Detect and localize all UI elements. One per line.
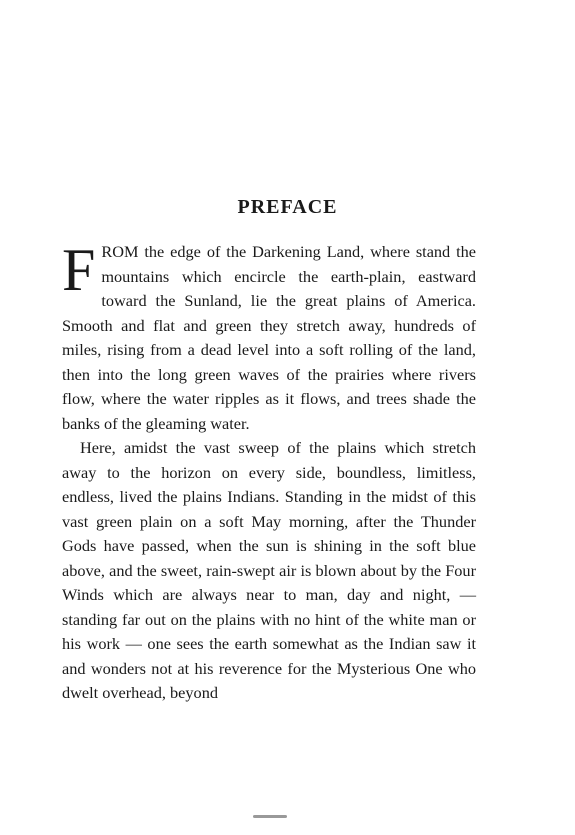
- paragraph-2: Here, amidst the vast sweep of the plains which stretch away to the horizon on every side, boundless, limitless, endless, lived the plains Indians. Standing in the midst of this vast green plain on a soft May morning, after the Thunder Gods have passed, when the sun is shining in the soft blue above, and the sweet, rain-swept air is blown about by the Four Winds which are always near to man, day and night, — standing far out on the plains with no hint of the white man or his work — one sees the earth somewhat as the Indian saw it and wonders not at his reverence for the Mysterious One who dwelt overhead, beyond: [62, 438, 476, 702]
- paragraph-1-text: ROM the edge of the Darkening Land, where stand the mountains which encircle the earth-plain, eastward toward the Sunland, lie the great plains of America. Smooth and flat and green they stretch away, hundreds of miles, rising from a dead level into a soft rolling of the land, then into the long green waves of the prairies where rivers flow, where the water ripples as it flows, and trees shade the banks of the gleaming water.: [62, 242, 476, 433]
- preface-body: [62, 237, 476, 706]
- drop-cap: F: [62, 237, 96, 303]
- page-title: PREFACE: [237, 196, 338, 218]
- page-edge-mark: [253, 815, 287, 818]
- paragraph-1: [62, 237, 476, 436]
